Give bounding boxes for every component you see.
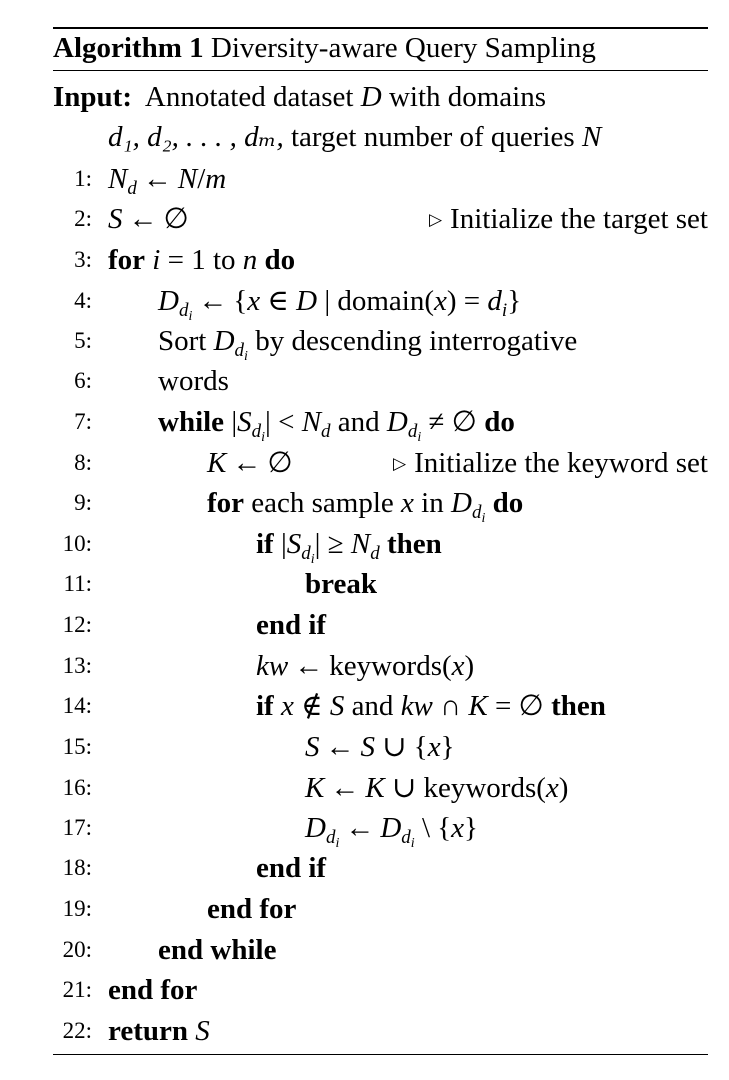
line-number: 20: (62, 937, 92, 962)
algo-line (0, 646, 729, 686)
input-line-1 (0, 77, 729, 117)
line-content: for each sample x in $D_{d_i}$ do (207, 487, 524, 526)
line-content: kw ← keywords(x) (256, 650, 475, 682)
line-content: end for (108, 974, 198, 1006)
line-content: K ← K ∪ keywords(x) (305, 772, 569, 804)
algo-line (0, 768, 729, 808)
line-number: 7: (74, 409, 92, 434)
line-comment: ▷ Initialize the keyword set (392, 447, 708, 479)
algo-line (0, 1011, 729, 1051)
line-number: 18: (62, 855, 92, 880)
line-number: 17: (62, 815, 92, 840)
algo-line (0, 281, 729, 324)
line-content: if x ∉ S and kw ∩ K = ∅ then (256, 690, 606, 722)
algo-line (0, 605, 729, 645)
algo-line (0, 686, 729, 726)
line-content: end if (256, 852, 327, 884)
line-content: $D_{d_i}$ ← $D_{d_i}$ \ {x} (305, 812, 478, 851)
line-number: 21: (62, 977, 92, 1002)
line-content: Sort $D_{d_i}$ by descending interrogative (158, 325, 578, 364)
algo-line (0, 727, 729, 767)
input-text-1: Annotated dataset (144, 81, 354, 113)
input-line-2 (0, 117, 729, 157)
line-number: 15: (62, 734, 92, 759)
input-text-3: target number of queries (290, 121, 575, 153)
line-content: words (158, 365, 229, 397)
line-number: 22: (62, 1018, 92, 1043)
input-var-n: N (581, 121, 602, 153)
line-content: break (305, 568, 377, 600)
algo-line (0, 889, 729, 929)
algo-line (0, 321, 729, 364)
line-number: 9: (74, 490, 92, 515)
line-content: S ← S ∪ {x} (305, 731, 455, 763)
line-content: end for (207, 893, 297, 925)
line-number: 4: (74, 288, 92, 313)
line-number: 5: (74, 328, 92, 353)
line-number: 2: (74, 206, 92, 231)
line-content: end if (256, 609, 327, 641)
line-content: $N_d$ ← N/m (108, 163, 227, 199)
triangle-icon: ▷ (392, 454, 407, 473)
line-number: 14: (62, 693, 92, 718)
bottom-rule (53, 1054, 708, 1055)
input-label: Input: (53, 81, 132, 113)
line-content: $D_{d_i}$ ← {x ∈ D | domain(x) = $d_i$} (158, 285, 522, 324)
line-number: 16: (62, 775, 92, 800)
line-number: 10: (62, 531, 92, 556)
line-number: 3: (74, 247, 92, 272)
caption-label: Algorithm 1 (53, 32, 204, 64)
line-content: if $|S_{d_i}| \ge N_d$ then (256, 528, 442, 567)
line-content: for i = 1 to n do (108, 244, 296, 276)
input-domains: d₁, d₂, . . . , dₘ, (108, 121, 284, 153)
line-comment: ▷ Initialize the target set (428, 203, 708, 235)
line-content: while $|S_{d_i}| < N_d$ and $D_{d_i}$ ≠ ∅ do (158, 406, 515, 445)
algo-line (0, 970, 729, 1010)
line-number: 13: (62, 653, 92, 678)
line-number: 1: (74, 166, 92, 191)
algo-line (0, 240, 729, 280)
line-number: 8: (74, 450, 92, 475)
line-number: 11: (63, 571, 92, 596)
line-number: 6: (74, 368, 92, 393)
line-content: return S (108, 1015, 210, 1047)
algo-line (0, 848, 729, 888)
caption-title: Diversity-aware Query Sampling (210, 32, 596, 64)
triangle-icon: ▷ (428, 210, 443, 229)
input-text-2: with domains (388, 81, 547, 113)
line-content: S ← ∅ (108, 203, 189, 235)
algo-line (0, 402, 729, 445)
input-var-d: D (360, 81, 382, 113)
line-content: end while (158, 934, 277, 966)
algo-line (0, 199, 729, 239)
algo-line (0, 159, 729, 199)
algo-line (0, 808, 729, 851)
algo-line (0, 930, 729, 970)
algo-line (0, 564, 729, 604)
line-number: 19: (62, 896, 92, 921)
algo-line (0, 483, 729, 526)
algo-line (0, 524, 729, 567)
algo-line (0, 443, 729, 483)
algorithm-caption (0, 28, 729, 68)
line-number: 12: (62, 612, 92, 637)
line-content: K ← ∅ (207, 447, 293, 479)
caption-rule (53, 70, 708, 71)
algo-line (0, 361, 729, 401)
